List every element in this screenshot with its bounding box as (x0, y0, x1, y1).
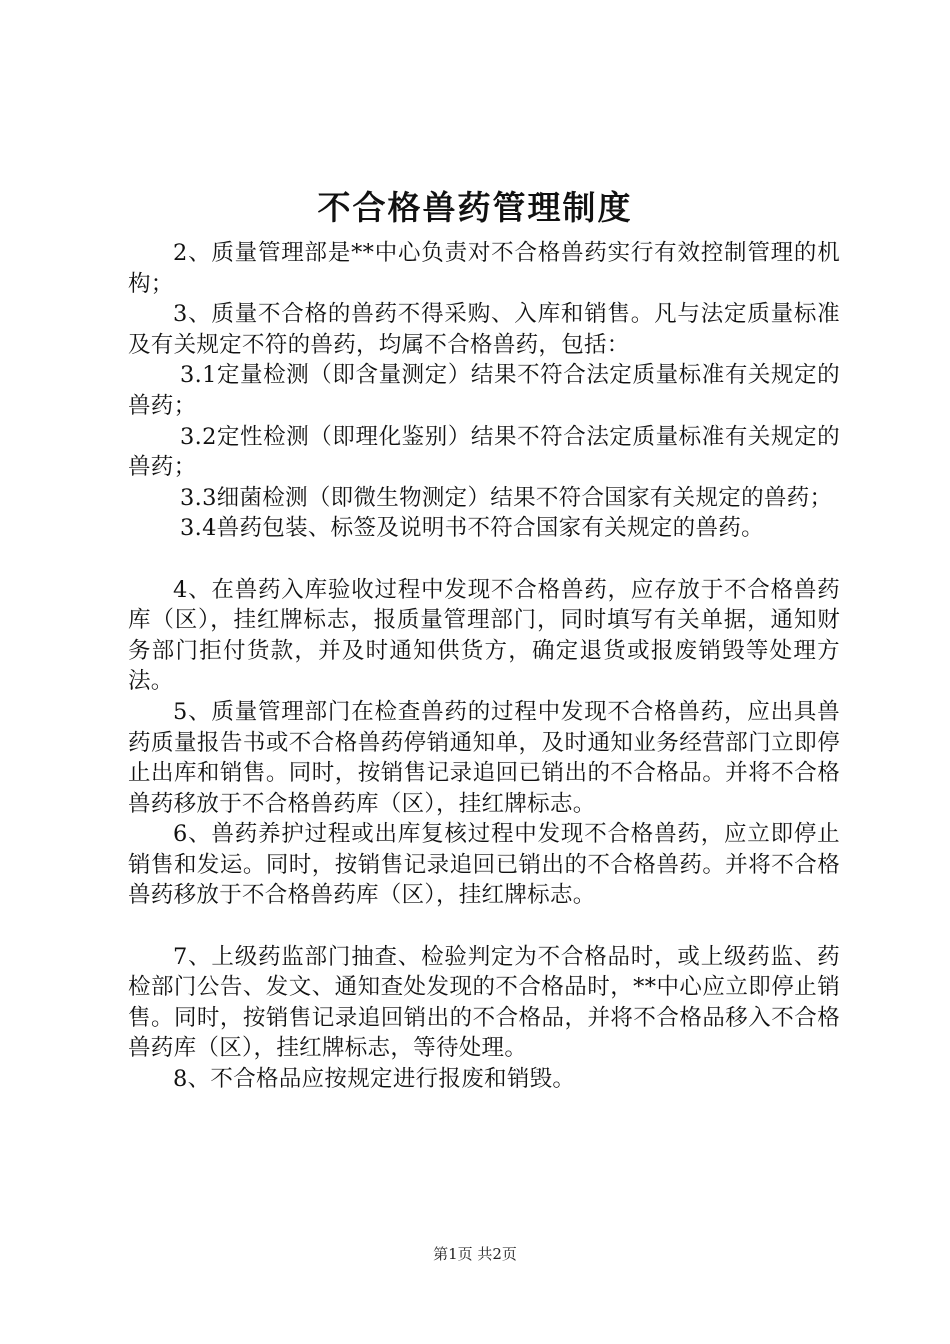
paragraph-3: 3、质量不合格的兽药不得采购、入库和销售。凡与法定质量标准及有关规定不符的兽药，均属不合格兽药，包括： (128, 301, 840, 358)
paragraph-3-3: 3.3细菌检测（即微生物测定）结果不符合国家有关规定的兽药； (180, 484, 833, 511)
blank-line (128, 544, 840, 575)
paragraph-2: 2、质量管理部是**中心负责对不合格兽药实行有效控制管理的机构； (128, 240, 840, 297)
paragraph-3-2: 3.2定性检测（即理化鉴别）结果不符合法定质量标准有关规定的兽药； (128, 423, 840, 481)
document-body (128, 238, 840, 1095)
blank-line (128, 911, 840, 942)
page-footer: 第1页 共2页 (433, 1245, 517, 1263)
paragraph-3-4: 3.4兽药包装、标签及说明书不符合国家有关规定的兽药。 (180, 515, 764, 542)
paragraph-6: 6、兽药养护过程或出库复核过程中发现不合格兽药，应立即停止销售和发运。同时，按销售记录追回已销出的不合格兽药。并将不合格兽药移放于不合格兽药库（区），挂红牌标志。 (128, 821, 840, 909)
paragraph-7: 7、上级药监部门抽查、检验判定为不合格品时，或上级药监、药检部门公告、发文、通知查处发现的不合格品时，**中心应立即停止销售。同时，按销售记录追回销出的不合格品，并将不合格品移入不合格兽药库（区），挂红牌标志，等待处理。 (128, 943, 840, 1062)
paragraph-3-1: 3.1定量检测（即含量测定）结果不符合法定质量标准有关规定的兽药； (128, 362, 840, 419)
paragraph-4: 4、在兽药入库验收过程中发现不合格兽药，应存放于不合格兽药库（区），挂红牌标志，报质量管理部门，同时填写有关单据，通知财务部门拒付货款，并及时通知供货方，确定退货或报废销毁等处理方法。 (128, 576, 840, 695)
paragraph-8: 8、不合格品应按规定进行报废和销毁。 (173, 1066, 576, 1093)
document-title: 不合格兽药管理制度 (317, 188, 633, 227)
paragraph-5: 5、质量管理部门在检查兽药的过程中发现不合格兽药，应出具兽药质量报告书或不合格兽药停销通知单，及时通知业务经营部门立即停止出库和销售。同时，按销售记录追回已销出的不合格品。并将不合格兽药移放于不合格兽药库（区），挂红牌标志。 (128, 698, 840, 817)
